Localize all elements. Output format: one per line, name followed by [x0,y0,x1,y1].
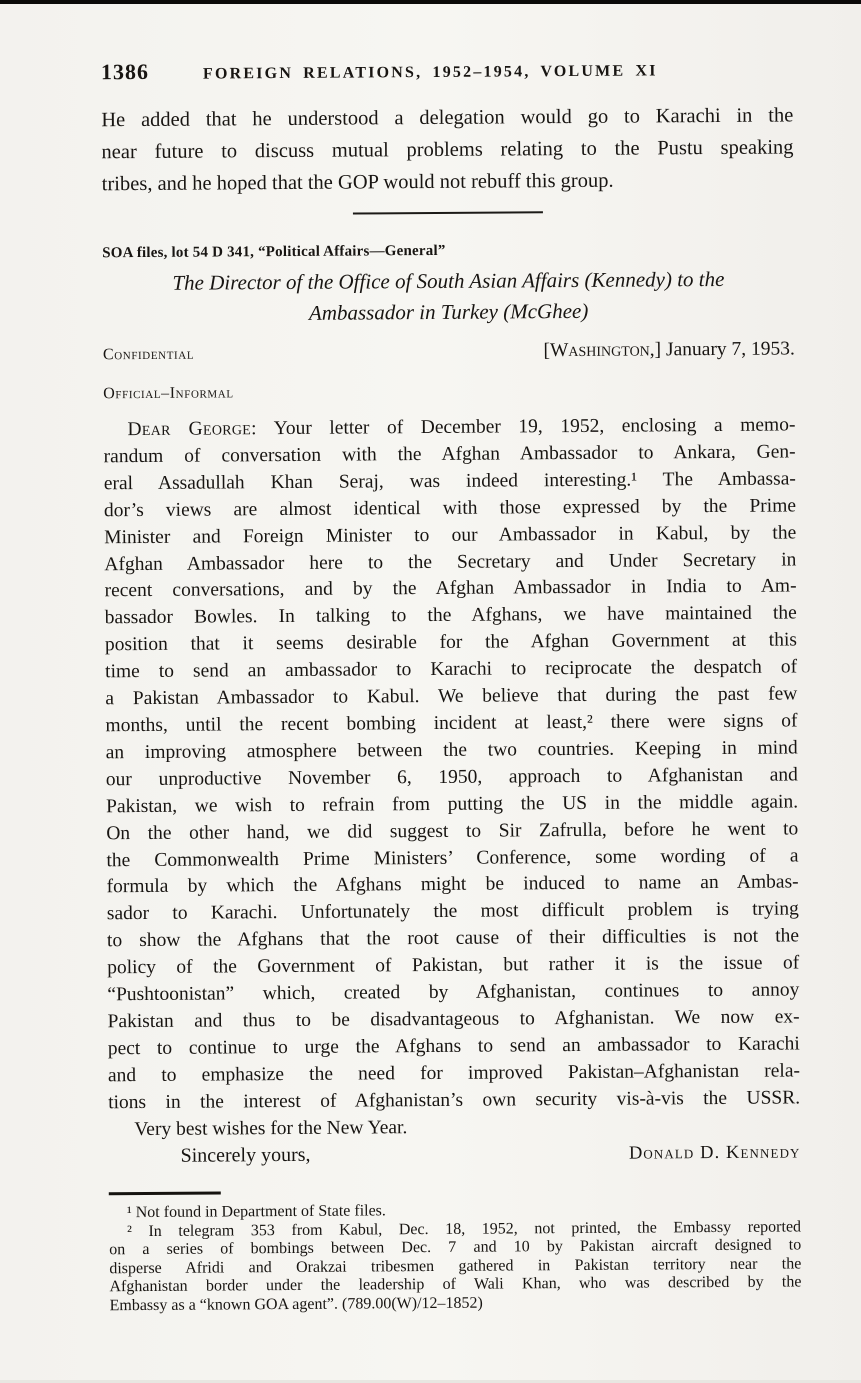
classification-marking: Confidential [102,345,195,364]
intro-line: He added that he understood a delegation would go to Karachi in the [101,104,794,132]
title-line: The Director of the Office of South Asian Affairs (Kennedy) to the [172,266,725,295]
body-line: our unproductive November 6, 1950, approach to Afghanistan and [105,764,798,791]
body-line: dor’s views are almost identical with those expressed by the Prime [103,495,797,521]
body-line: sador to Karachi. Unfortunately the most difficult problem is trying [106,898,799,925]
body-line: policy of the Government of Pakistan, but rather it is the issue of [107,952,800,979]
footnote-2 [109,1218,802,1316]
body-line: time to send an ambassador to Karachi to reciprocate the despatch of [105,656,798,683]
intro-line: tribes, and he hoped that the GOP would not rebuff this group. [101,169,614,196]
footnote-line: on a series of bombings between Dec. 7 and 10 by Pakistan aircraft designed to [109,1236,802,1259]
letter-body [103,412,800,1171]
body-line: randum of conversation with the Afghan Ambassador to Ankara, Gen- [103,441,796,468]
dateline [543,338,795,362]
body-line: recent conversations, and by the Afghan Ambassador in India to Am- [104,575,797,602]
footnote-rule [109,1191,221,1195]
body-line: an improving atmosphere between the two countries. Keeping in mind [105,737,798,764]
body-line: and to emphasize the need for improved Pakistan–Afghanistan rela- [107,1060,801,1087]
body-line-text: Your letter of December 19, 1952, enclosing a memo- [273,414,796,440]
page-number: 1386 [100,58,150,85]
footnote-1: ¹ Not found in Department of State files. [126,1202,386,1222]
dateline-date: January 7, 1953. [665,338,795,361]
footnotes-section [109,1199,802,1315]
body-line: pect to continue to urge the Afghans to send an ambassador to Karachi [107,1033,800,1060]
closing-line: Very best wishes for the New Year. [134,1116,408,1140]
body-line: to show the Afghans that the root cause of their difficulties is not the [106,925,800,952]
signature-row [108,1139,800,1172]
salutation: Dear George: [127,418,257,441]
body-line: months, until the recent bombing incident at least,² there were signs of [105,710,798,737]
body-line: On the other hand, we did suggest to Sir Zafrulla, before he went to [106,818,799,844]
previous-document-end-paragraph [101,99,794,200]
footnote-line: ² In telegram 353 from Kabul, Dec. 18, 1952, not printed, the Embassy reported [126,1218,802,1240]
intro-line: near future to discuss mutual problems relating to the Pustu speaking [101,136,794,164]
running-title: FOREIGN RELATIONS, 1952–1954, VOLUME XI [202,62,658,83]
body-line: eral Assadullah Khan Seraj, was indeed interesting.¹ The Ambassa- [103,468,796,495]
body-line: “Pushtoonistan” which, created by Afghanistan, continues to annoy [107,979,800,1006]
body-line: a Pakistan Ambassador to Kabul. We believe that during the past few [105,683,798,710]
classification-dateline-row [103,338,795,365]
dateline-place: [Washington,] [543,339,662,362]
valediction: Sincerely yours, [180,1144,311,1168]
body-line: Afghan Ambassador here to the Secretary and Under Secretary in [104,548,797,575]
body-line: bassador Bowles. In talking to the Afghans, we have maintained the [104,602,797,629]
footnote-line: Afghanistan border under the leadership of Wali Khan, who was described by the [109,1273,802,1296]
page-header [101,54,793,85]
footnote-line: Embassy as a “known GOA agent”. (789.00(W)/12–1852) [109,1294,483,1315]
body-line: position that it seems desirable for the Afghan Government at this [104,629,798,656]
footnote-line: disperse Afridi and Orakzai tribesmen gathered in Pakistan territory near the [109,1255,802,1278]
channel-marking: Official–Informal [103,384,234,403]
document-separator-rule [353,211,543,214]
body-line: Minister and Foreign Minister to our Ambassador in Kabul, by the [104,522,797,548]
body-line: the Commonwealth Prime Ministers’ Conference, some wording of a [106,844,799,871]
title-line: Ambassador in Turkey (McGhee) [308,298,589,325]
body-line: Pakistan, we wish to refrain from putting the US in the middle again. [106,791,799,817]
body-line: formula by which the Afghans might be induced to name an Ambas- [106,871,799,898]
body-line: tions in the interest of Afghanistan’s own security vis-à-vis the USSR. [108,1087,801,1113]
body-continuation [104,439,801,1116]
body-line: Pakistan and thus to be disadvantageous to Afghanistan. We now ex- [107,1006,800,1033]
document-title [102,263,794,329]
signature-name: Donald D. Kennedy [628,1142,801,1165]
source-note: SOA files, lot 54 D 341, “Political Affairs—General” [102,242,446,262]
